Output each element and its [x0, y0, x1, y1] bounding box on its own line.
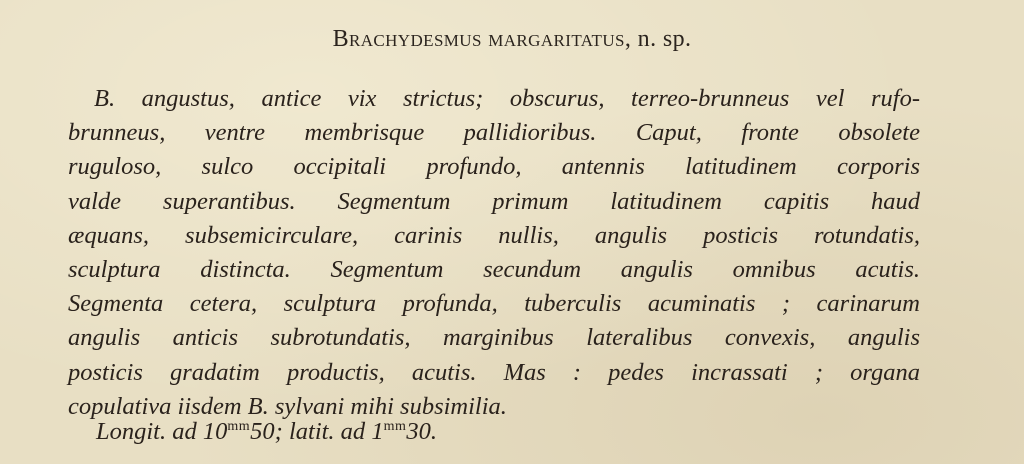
description-line: B. angustus, antice vix strictus; obscurus, terreo-brunneus vel rufo-	[94, 85, 920, 112]
description-line: angulis anticis subrotundatis, marginibus lateralibus convexis, angulis	[68, 324, 920, 352]
width-decimal: 30	[406, 418, 431, 445]
description-line: valde superantibus. Segmentum primum latitudinem capitis haud	[68, 187, 920, 215]
width-label: latit. ad	[288, 418, 366, 445]
measurements-line	[96, 418, 437, 446]
length-decimal: 50	[250, 418, 275, 445]
width-integer: 1	[371, 418, 384, 445]
description-line: brunneus, ventre membrisque pallidioribus. Caput, fronte obsolete	[68, 119, 920, 147]
heading-separator: ,	[624, 26, 632, 52]
width-unit: mm	[383, 419, 407, 434]
measurement-separator: ;	[274, 418, 289, 445]
species-heading	[0, 26, 1024, 53]
species-designation: n. sp.	[637, 26, 692, 52]
species-name: Brachydesmus margaritatus	[332, 26, 625, 52]
length-label: Longit. ad	[96, 418, 197, 445]
description-line: ruguloso, sulco occipitali profundo, antennis latitudinem corporis	[68, 153, 920, 181]
measurement-end: .	[430, 418, 437, 445]
description-line: copulativa iisdem B. sylvani mihi subsimilia.	[68, 392, 507, 420]
description-line: posticis gradatim productis, acutis. Mas : pedes incrassati ; organa	[68, 358, 920, 386]
description-line: sculptura distincta. Segmentum secundum angulis omnibus acutis.	[68, 256, 920, 284]
description-line: æquans, subsemicirculare, carinis nullis, angulis posticis rotundatis,	[68, 221, 920, 249]
latin-description	[68, 82, 920, 424]
length-unit: mm	[227, 419, 251, 434]
description-line: Segmenta cetera, sculptura profunda, tuberculis acuminatis ; carinarum	[68, 290, 920, 318]
length-integer: 10	[202, 418, 228, 445]
